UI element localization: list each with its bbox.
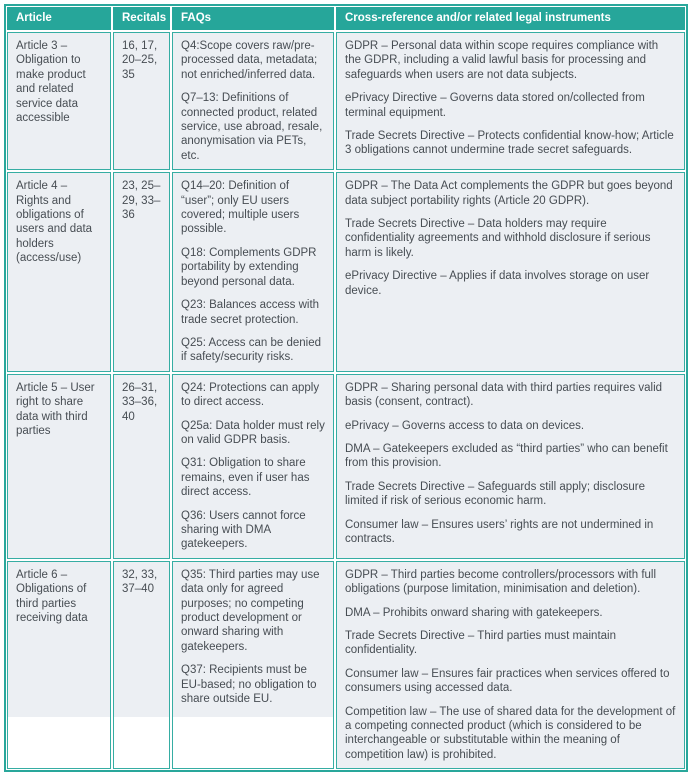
faqs-cell <box>172 172 334 371</box>
table-row <box>7 374 685 559</box>
crossref-paragraph: GDPR – The Data Act complements the GDPR but goes beyond data subject portability rights (Article 20 GDPR). <box>345 180 673 207</box>
crossref-paragraph: DMA – Gatekeepers excluded as “third parties” who can benefit from this provision. <box>345 442 668 470</box>
crossref-paragraph: GDPR – Sharing personal data with third parties requires valid basis (consent, contract). <box>345 381 663 409</box>
table-row <box>7 32 685 170</box>
faq-paragraph: Q7–13: Definitions of connected product, related service, use abroad, resale, anonymisation via PETs, etc. <box>181 92 323 162</box>
faq-paragraph: Q24: Protections can apply to direct access. <box>181 381 320 409</box>
crossref-paragraph: Consumer law – Ensures fair practices when services offered to consumers using accessed data. <box>345 667 670 695</box>
crossref-paragraph: Trade Secrets Directive – Data holders may require confidentiality agreements and withhold disclosure if serious harm is likely. <box>345 218 651 259</box>
crossrefs-cell <box>336 561 685 769</box>
header-recitals: Recitals <box>113 7 170 30</box>
faq-paragraph: Q18: Complements GDPR portability by extending beyond personal data. <box>181 246 317 288</box>
table-row <box>7 172 685 371</box>
table-header-row <box>7 7 685 30</box>
crossref-paragraph: Consumer law – Ensures users’ rights are not undermined in contracts. <box>345 518 654 545</box>
crossref-paragraph: DMA – Prohibits onward sharing with gatekeepers. <box>345 606 603 619</box>
header-crossreference: Cross-reference and/or related legal instruments <box>336 7 685 30</box>
crossref-paragraph: GDPR – Personal data within scope requires compliance with the GDPR, including a valid lawful basis for processing and safeguards when users are not data subjects. <box>345 40 659 81</box>
recitals-cell: 26–31, 33–36, 40 <box>113 374 170 559</box>
article-cell: Article 3 – Obligation to make product and related service data accessible <box>7 32 111 170</box>
faqs-cell <box>172 561 334 769</box>
faq-paragraph: Q14–20: Definition of “user”; only EU users covered; multiple users possible. <box>181 180 300 236</box>
faq-paragraph: Q36: Users cannot force sharing with DMA gatekeepers. <box>181 509 306 551</box>
legal-instruments-table <box>4 4 688 772</box>
crossrefs-cell <box>336 172 685 371</box>
crossrefs-cell <box>336 374 685 559</box>
crossref-paragraph: ePrivacy – Governs access to data on devices. <box>345 419 585 432</box>
header-faqs: FAQs <box>172 7 334 30</box>
crossref-paragraph: Trade Secrets Directive – Third parties must maintain confidentiality. <box>345 630 616 657</box>
table-body <box>7 32 685 769</box>
recitals-cell: 23, 25–29, 33–36 <box>113 172 170 371</box>
article-cell: Article 5 – User right to share data with third parties <box>7 374 111 559</box>
faq-paragraph: Q31: Obligation to share remains, even if user has direct access. <box>181 457 310 499</box>
faq-paragraph: Q35: Third parties may use data only for agreed purposes; no competing product development or onward sharing with gatekeepers. <box>181 568 320 653</box>
article-cell: Article 6 – Obligations of third parties receiving data <box>7 561 111 769</box>
header-article: Article <box>7 7 111 30</box>
crossrefs-cell <box>336 32 685 170</box>
crossref-paragraph: ePrivacy Directive – Governs data stored on/collected from terminal equipment. <box>345 92 645 119</box>
table-row <box>7 561 685 769</box>
faq-paragraph: Q25: Access can be denied if safety/security risks. <box>181 336 322 364</box>
crossref-paragraph: ePrivacy Directive – Applies if data involves storage on user device. <box>345 270 650 297</box>
crossref-paragraph: Trade Secrets Directive – Protects confidential know-how; Article 3 obligations cannot undermine trade secret safeguards. <box>345 130 674 157</box>
crossref-paragraph: GDPR – Third parties become controllers/processors with full obligations (purpose limitation, minimisation and deletion). <box>345 568 657 596</box>
faq-paragraph: Q37: Recipients must be EU-based; no obligation to share outside EU. <box>181 664 317 706</box>
recitals-cell: 16, 17, 20–25, 35 <box>113 32 170 170</box>
faq-paragraph: Q4:Scope covers raw/pre-processed data, metadata; not enriched/inferred data. <box>181 40 318 81</box>
recitals-cell: 32, 33, 37–40 <box>113 561 170 769</box>
faqs-cell <box>172 374 334 559</box>
faq-paragraph: Q23: Balances access with trade secret protection. <box>181 299 320 326</box>
article-cell: Article 4 – Rights and obligations of users and data holders (access/use) <box>7 172 111 371</box>
crossref-paragraph: Competition law – The use of shared data for the development of a competing connected product (which is considered to be interchangeable or substitutable within the meaning of competition law) is prohibited. <box>345 705 676 761</box>
crossref-paragraph: Trade Secrets Directive – Safeguards still apply; disclosure limited if risk of serious economic harm. <box>345 480 645 508</box>
faqs-cell <box>172 32 334 170</box>
faq-paragraph: Q25a: Data holder must rely on valid GDPR basis. <box>181 419 325 446</box>
